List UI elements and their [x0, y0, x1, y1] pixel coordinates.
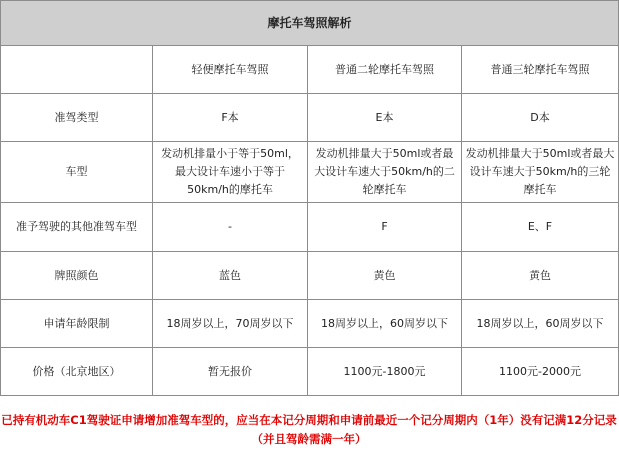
table-cell: 1100元-1800元	[308, 348, 462, 396]
table-row	[1, 94, 619, 142]
table-cell: F本	[153, 94, 308, 142]
header-light-motorcycle: 轻便摩托车驾照	[153, 46, 308, 94]
row-label: 车型	[1, 142, 153, 203]
table-title: 摩托车驾照解析	[1, 1, 619, 46]
table-cell: 发动机排量大于50ml或者最大设计车速大于50km/h的二轮摩托车	[308, 142, 462, 203]
table-cell: F	[308, 203, 462, 252]
header-two-wheel: 普通二轮摩托车驾照	[308, 46, 462, 94]
row-label: 价格（北京地区）	[1, 348, 153, 396]
table-row	[1, 300, 619, 348]
header-three-wheel: 普通三轮摩托车驾照	[462, 46, 619, 94]
row-label: 申请年龄限制	[1, 300, 153, 348]
table-cell: E、F	[462, 203, 619, 252]
table-cell: 黄色	[308, 252, 462, 300]
table-row	[1, 203, 619, 252]
table-cell: D本	[462, 94, 619, 142]
table-cell: 发动机排量大于50ml或者最大设计车速大于50km/h的三轮摩托车	[462, 142, 619, 203]
table-cell: 暂无报价	[153, 348, 308, 396]
table-cell: 发动机排量小于等于50ml，最大设计车速小于等于50km/h的摩托车	[153, 142, 308, 203]
table-cell: 18周岁以上，60周岁以下	[462, 300, 619, 348]
table-cell: 蓝色	[153, 252, 308, 300]
header-row	[1, 46, 619, 94]
table-cell: 18周岁以上，70周岁以下	[153, 300, 308, 348]
row-label: 准予驾驶的其他准驾车型	[1, 203, 153, 252]
header-corner	[1, 46, 153, 94]
row-label: 准驾类型	[1, 94, 153, 142]
row-label: 牌照颜色	[1, 252, 153, 300]
title-row	[1, 1, 619, 46]
table-cell: 1100元-2000元	[462, 348, 619, 396]
footnote-warning: 已持有机动车C1驾驶证申请增加准驾车型的，应当在本记分周期和申请前最近一个记分周期内（1年）没有记满12分记录（并且驾龄需满一年）	[1, 413, 617, 446]
table-cell: -	[153, 203, 308, 252]
table-row	[1, 348, 619, 396]
table-cell: E本	[308, 94, 462, 142]
table-row	[1, 252, 619, 300]
table-row	[1, 142, 619, 203]
table-cell: 18周岁以上，60周岁以下	[308, 300, 462, 348]
table-cell: 黄色	[462, 252, 619, 300]
